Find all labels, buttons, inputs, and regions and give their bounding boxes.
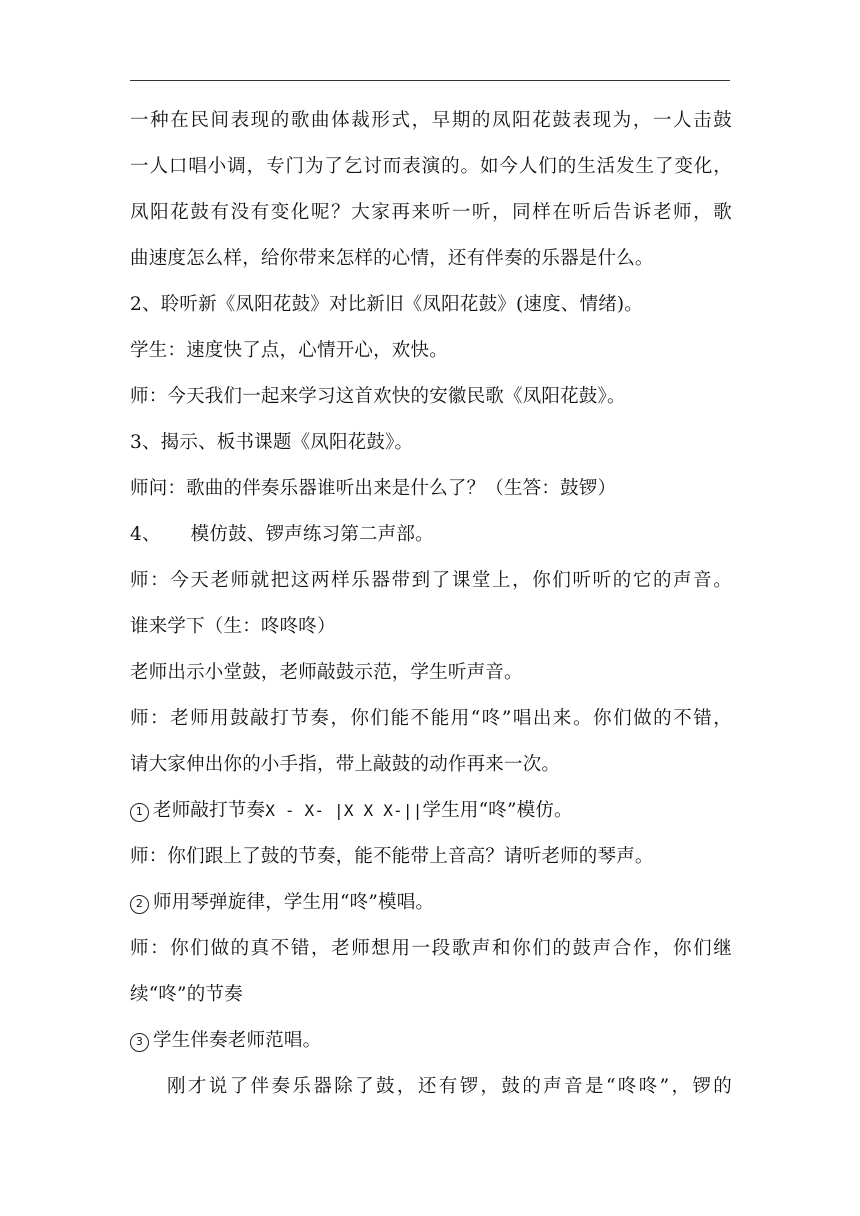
section-title: 模仿鼓、锣声练习第二声部。 [190,524,434,545]
paragraph-line: 曲速度怎么样，给你带来怎样的心情，还有伴奏的乐器是什么。 [130,248,654,269]
document-body [130,98,732,1110]
paragraph-line: 请大家伸出你的小手指，带上敲鼓的动作再来一次。 [130,754,561,775]
circled-number-1: 1 [130,803,149,822]
step-2 [130,880,732,926]
step-1 [130,788,732,834]
paragraph-line: 谁来学下（生：咚咚咚） [130,616,336,637]
section-heading-4 [130,512,732,558]
section-heading-3: 3、揭示、板书课题《凤阳花鼓》。 [130,432,414,453]
paragraph-line: 刚才说了伴奏乐器除了鼓，还有锣，鼓的声音是“咚咚”，锣的 [167,1076,732,1097]
paragraph-line: 一种在民间表现的歌曲体裁形式，早期的凤阳花鼓表现为，一人击鼓 [130,110,732,131]
step-text: 老师敲打节奏 [153,800,266,821]
paragraph-line: 凤阳花鼓有没有变化呢？大家再来听一听，同样在听后告诉老师，歌 [130,202,732,223]
student-response: 学生：速度快了点，心情开心，欢快。 [130,340,448,361]
paragraph-line: 一人口唱小调，专门为了乞讨而表演的。如今人们的生活发生了变化， [130,156,732,177]
circled-number-3: 3 [130,1033,149,1052]
rhythm-notation: X - X- |X X X-|| [265,801,423,820]
step-text: 学生伴奏老师范唱。 [153,1030,322,1051]
step-3 [130,1018,732,1064]
teacher-line: 师：你们做的真不错，老师想用一段歌声和你们的鼓声合作，你们继 [130,938,732,959]
step-text: 师用琴弹旋律，学生用“咚”模唱。 [153,892,435,913]
teacher-line: 师：今天我们一起来学习这首欢快的安徽民歌《凤阳花鼓》。 [130,386,626,407]
paragraph-line: 续“咚”的节奏 [130,984,243,1005]
teacher-line: 师：老师用鼓敲打节奏，你们能不能用“咚”唱出来。你们做的不错， [130,708,732,729]
section-heading-2: 2、聆听新《凤阳花鼓》对比新旧《凤阳花鼓》(速度、情绪)。 [130,294,644,315]
teacher-question: 师问：歌曲的伴奏乐器谁听出来是什么了？（生答：鼓锣） [130,478,617,499]
paragraph-line: 老师出示小堂鼓，老师敲鼓示范，学生听声音。 [130,662,523,683]
circled-number-2: 2 [130,895,149,914]
teacher-line: 师：今天老师就把这两样乐器带到了课堂上，你们听听的它的声音。 [130,570,732,591]
section-number: 4、 [130,524,161,545]
teacher-line: 师：你们跟上了鼓的节奏，能不能带上音高？请听老师的琴声。 [130,846,654,867]
header-rule [130,80,730,81]
step-text: 学生用“咚”模仿。 [422,800,573,821]
